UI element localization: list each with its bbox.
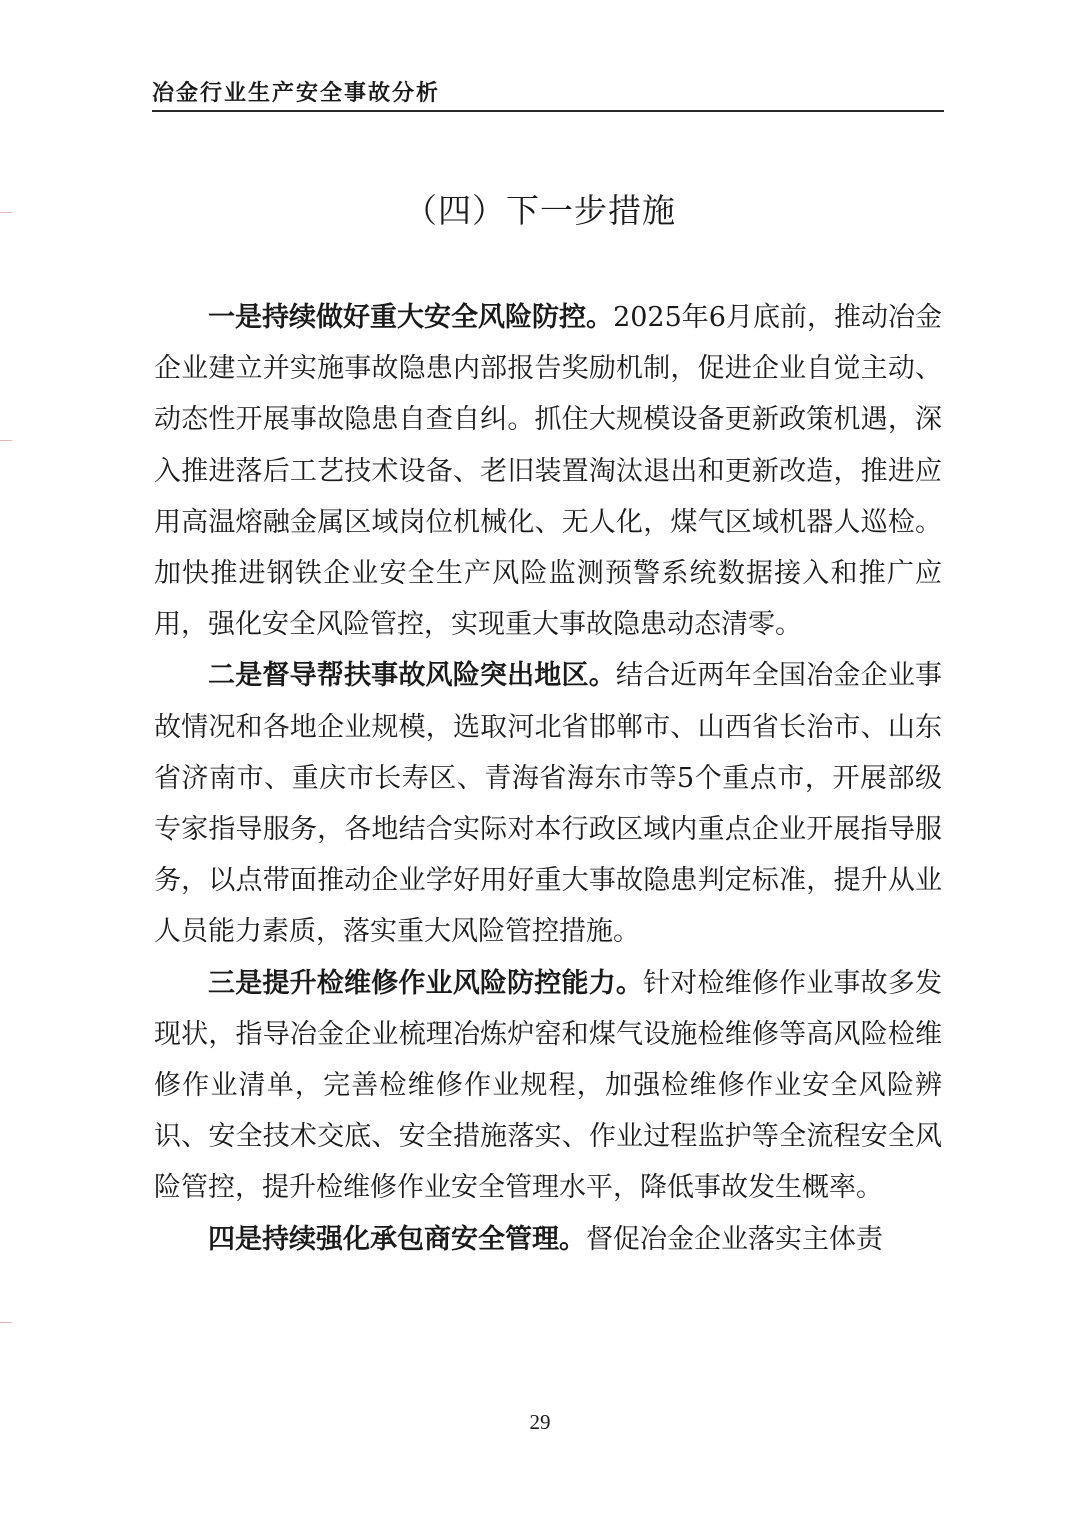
header-divider <box>152 110 944 112</box>
paragraph-2 <box>154 650 942 957</box>
paragraph-text: 结合近两年全国冶金企业事故情况和各地企业规模，选取河北省邯郸市、山西省长治市、山东省济南市、重庆市长寿区、青海省海东市等5个重点市，开展部级专家指导服务，各地结合实际对本行政区域内重点企业开展指导服务，以点带面推动企业学好用好重大事故隐患判定标准，提升从业人员能力素质，落实重大风险管控措施。 <box>154 660 943 948</box>
paragraph-text: 督促冶金企业落实主体责 <box>586 1223 883 1255</box>
paragraph-3 <box>154 958 942 1214</box>
paragraph-text: 针对检维修作业事故多发现状，指导冶金企业梳理冶炼炉窑和煤气设施检维修等高风险检维修作业清单，完善检维修作业规程，加强检维修作业安全风险辨识、安全技术交底、安全措施落实、作业过程监护等全流程安全风险管控，提升检维修作业安全管理水平，降低事故发生概率。 <box>154 967 943 1204</box>
paragraph-1 <box>154 292 942 650</box>
paragraph-4 <box>154 1214 942 1265</box>
margin-mark <box>0 440 12 441</box>
page-number: 29 <box>529 1410 551 1434</box>
paragraph-lead: 二是督导帮扶事故风险突出地区。 <box>208 660 616 692</box>
section-heading: （四）下一步措施 <box>404 191 676 230</box>
paragraph-lead: 三是提升检维修作业风险防控能力。 <box>208 967 644 999</box>
paragraph-lead: 四是持续强化承包商安全管理。 <box>208 1223 586 1255</box>
paragraph-text: 2025年6月底前，推动冶金企业建立并实施事故隐患内部报告奖励机制，促进企业自觉主动、动态性开展事故隐患自查自纠。抓住大规模设备更新政策机遇，深入推进落后工艺技术设备、老旧装置淘汰退出和更新改造，推进应用高温熔融金属区域岗位机械化、无人化，煤气区域机器人巡检。加快推进钢铁企业安全生产风险监测预警系统数据接入和推广应用，强化安全风险管控，实现重大事故隐患动态清零。 <box>154 302 942 641</box>
margin-mark <box>0 1322 12 1323</box>
running-header-title: 冶金行业生产安全事故分析 <box>152 81 441 106</box>
paragraph-lead: 一是持续做好重大安全风险防控。 <box>208 302 614 333</box>
body-text <box>154 292 942 1265</box>
